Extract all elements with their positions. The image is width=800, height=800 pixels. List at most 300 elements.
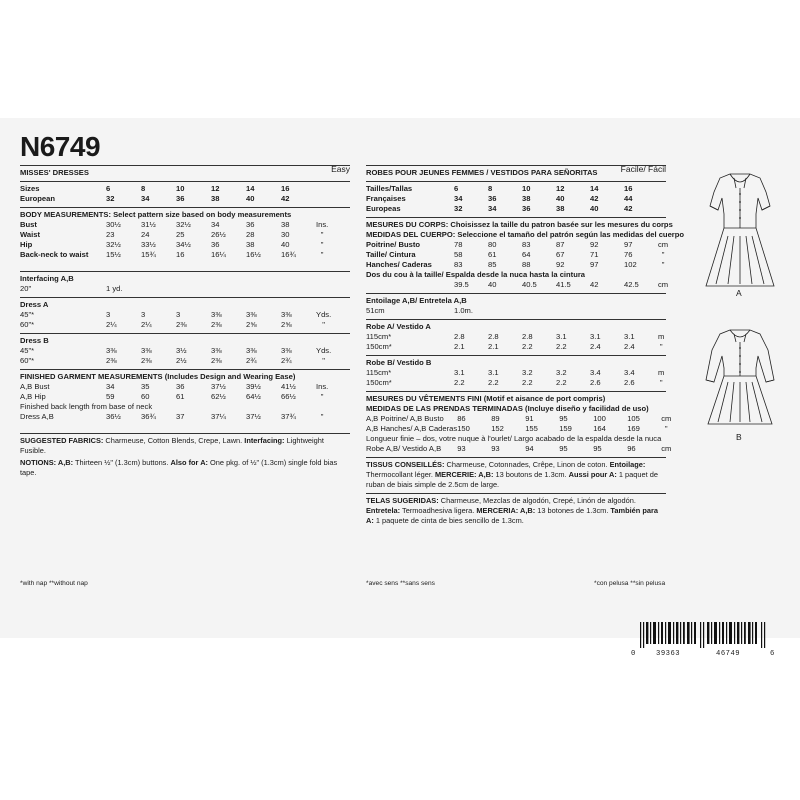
cell: 2.2 [454, 378, 465, 387]
cell: 24 [141, 230, 150, 239]
cell: 16¾ [281, 250, 296, 259]
unit: " [659, 342, 663, 351]
table-row [20, 382, 328, 392]
europeas-label: Europeas [366, 204, 401, 213]
row-label: 60"* [20, 356, 35, 365]
cell: 2⅜ [141, 356, 152, 365]
size-cell: 34 [454, 194, 463, 203]
cell: 2¼ [141, 320, 152, 329]
cell: 33½ [141, 240, 156, 249]
row-label: 45"* [20, 346, 35, 355]
size-cell: 14 [246, 184, 255, 193]
cell: 66½ [281, 392, 296, 401]
cell: 95 [559, 414, 568, 423]
barcode-right-digits: 46749 [716, 650, 741, 658]
sizes-label: Sizes [20, 184, 40, 193]
cell: 40.5 [522, 280, 537, 289]
cell: 23 [106, 230, 115, 239]
cell: 34½ [176, 240, 191, 249]
cell: 34 [106, 382, 115, 391]
cell: 36 [211, 240, 220, 249]
entretela-label: Entretela: [366, 506, 401, 515]
table-row [366, 368, 664, 378]
unit: " [320, 412, 324, 421]
cell: 2⅝ [281, 320, 292, 329]
size-cell: 40 [590, 204, 599, 213]
size-cell: 42 [624, 204, 633, 213]
row-label: A,B Poitrine/ A,B Busto [366, 414, 444, 423]
cell: 37¼ [211, 412, 226, 421]
finished-measurements-table [20, 382, 328, 422]
dress-b-title: Dress B [20, 336, 49, 345]
size-cell: 38 [556, 204, 565, 213]
row-label: Waist [20, 230, 40, 239]
cell: 3.4 [590, 368, 601, 377]
row-label: Taille/ Cintura [366, 250, 416, 259]
cell: 83 [522, 240, 531, 249]
interfacing-table [20, 284, 122, 294]
cell: 155 [525, 424, 538, 433]
unit: Yds. [316, 346, 332, 355]
row-label: 51cm [366, 306, 385, 315]
suggested-fabrics [20, 436, 350, 456]
unit: " [661, 250, 665, 259]
cell: 2¼ [106, 320, 117, 329]
unit: m [658, 332, 665, 341]
size-cell: 32 [454, 204, 463, 213]
robe-b-title: Robe B/ Vestido B [366, 358, 432, 367]
cell: 38 [281, 220, 290, 229]
entoilage-label: Entoilage: [609, 460, 646, 469]
merceria-label: MERCERIA: A,B: [476, 506, 536, 515]
cell: 92 [590, 240, 599, 249]
interfacing-label: Interfacing: [244, 436, 285, 445]
cell: 2½ [176, 356, 187, 365]
cell: 64 [522, 250, 531, 259]
unit: cm [658, 280, 669, 289]
size-cell: 32 [106, 194, 115, 203]
cell: 3⅜ [141, 346, 152, 355]
unit: " [320, 240, 324, 249]
cell: 2¾ [246, 356, 257, 365]
row-label: Hip [20, 240, 33, 249]
cell: 36 [176, 382, 185, 391]
cell: 94 [525, 444, 534, 453]
cell: 3⅜ [106, 346, 117, 355]
row-label: 115cm* [366, 332, 392, 341]
cell: 3⅜ [246, 346, 257, 355]
cell: 34 [211, 220, 220, 229]
size-cell: 12 [211, 184, 220, 193]
cell: 25 [176, 230, 185, 239]
notions-label: NOTIONS: A,B: [20, 458, 74, 467]
finies-title: MESURES DU VÊTEMENTS FINI (Motif et aisance de port compris) [366, 394, 606, 403]
french-spanish-column [366, 118, 706, 526]
cell: 88 [522, 260, 531, 269]
cell: 3⅜ [281, 346, 292, 355]
cell: 3.1 [454, 368, 465, 377]
row-label: Bust [20, 220, 37, 229]
cell: 16 [176, 250, 185, 259]
cell: 37½ [246, 412, 261, 421]
size-cell: 14 [590, 184, 599, 193]
section-title-misses-dresses: MISSES' DRESSES [20, 168, 89, 177]
table-row [20, 320, 331, 330]
table-row [20, 346, 331, 356]
table-row [20, 250, 328, 260]
tissus-conseilles [366, 460, 666, 490]
cell: 30½ [106, 220, 121, 229]
cell: 89 [491, 414, 500, 423]
table-row [366, 332, 664, 342]
section-title-robes: ROBES POUR JEUNES FEMMES / VESTIDOS PARA SEÑORITAS [366, 168, 598, 177]
cell: 3.1 [556, 332, 567, 341]
cell: 15½ [106, 250, 121, 259]
size-cell: 36 [176, 194, 185, 203]
cell: 3 [106, 310, 111, 319]
cell: 71 [590, 250, 599, 259]
tissus-text: Charmeuse, Cotonnades, Crêpe, Linon de coton. [444, 460, 610, 469]
footnote-es: *con pelusa **sin pelusa [594, 580, 666, 587]
cell: 37¾ [281, 412, 296, 421]
cell: 2.6 [590, 378, 601, 387]
entoilage-table [366, 306, 473, 316]
unit: " [320, 392, 324, 401]
row-label: Back-neck to waist [20, 250, 89, 259]
tissus-label: TISSUS CONSEILLÉS: [366, 460, 445, 469]
cell: 3⅜ [281, 310, 292, 319]
cell: 37 [176, 412, 185, 421]
cell: 3.1 [590, 332, 601, 341]
table-row [366, 240, 668, 250]
telas-text: Charmeuse, Mezclas de algodón, Crepé, Linón de algodón. [438, 496, 636, 505]
cell: 3⅜ [211, 346, 222, 355]
size-cell: 36 [488, 194, 497, 203]
unit: Ins. [316, 382, 329, 391]
footnote-fr: *avec sens **sans sens [366, 580, 435, 587]
aussi-label: Aussi pour A: [568, 470, 617, 479]
dress-b-table [20, 346, 331, 366]
cell: 2.8 [488, 332, 499, 341]
table-row [20, 392, 328, 402]
cell: 105 [627, 414, 640, 423]
row-label: A,B Hanches/ A,B Caderas [366, 424, 458, 433]
cell: 3⅜ [246, 310, 257, 319]
entoilage-text: Thermocollant léger. [366, 470, 436, 479]
table-row [20, 412, 328, 422]
size-cell: 38 [211, 194, 220, 203]
body-measurements-table-fr [366, 240, 668, 290]
unit: " [322, 356, 325, 365]
table-row [20, 240, 328, 250]
body-measurements-table [20, 220, 328, 260]
size-cell: 40 [246, 194, 255, 203]
cell: 30 [281, 230, 290, 239]
cell: 42.5 [624, 280, 639, 289]
row-label: Hanches/ Caderas [366, 260, 432, 269]
unit: " [320, 230, 324, 239]
cell: 100 [593, 414, 606, 423]
size-cell: 12 [556, 184, 565, 193]
table-row [366, 378, 664, 388]
cell: 3 [176, 310, 181, 319]
cell: 36¾ [141, 412, 156, 421]
cell: 31½ [141, 220, 156, 229]
size-cell: 42 [281, 194, 290, 203]
cell: 32½ [176, 220, 191, 229]
body-measurements-title: BODY MEASUREMENTS: Select pattern size based on body measurements [20, 210, 292, 219]
cell: 2¾ [281, 356, 292, 365]
cell: 3.2 [522, 368, 533, 377]
also-label: Also for A: [170, 458, 208, 467]
cell: 2.8 [522, 332, 533, 341]
size-cell: 34 [488, 204, 497, 213]
size-cell: 6 [106, 184, 111, 193]
size-table [20, 184, 316, 204]
cell: 3½ [176, 346, 187, 355]
longueur-label: Longueur finie – dos, votre nuque à l'ourlet/ Largo acabado de la espalda desde la nuca [366, 434, 662, 443]
size-cell: 38 [522, 194, 531, 203]
size-cell: 44 [624, 194, 633, 203]
cell: 35 [141, 382, 150, 391]
aussi-text: 1 paquet de ruban de biais simple de 2.5cm de large. [366, 470, 658, 489]
table-row [366, 250, 668, 260]
table-row [20, 230, 328, 240]
unit: cm [661, 444, 672, 453]
dress-a-table [20, 310, 331, 330]
cell: 169 [627, 424, 640, 433]
difficulty-level-fr-es: Facile/ Fácil [620, 164, 666, 174]
european-label: European [20, 194, 56, 203]
finished-back-label: Finished back length from base of neck [20, 402, 153, 411]
notions [20, 458, 350, 478]
cell: 76 [624, 250, 633, 259]
unit: " [322, 320, 325, 329]
cell: 91 [525, 414, 534, 423]
row-label: Robe A,B/ Vestido A,B [366, 444, 442, 453]
cell: 3 [141, 310, 146, 319]
cell: 58 [454, 250, 463, 259]
cell: 2.2 [522, 342, 533, 351]
size-cell: 10 [522, 184, 531, 193]
table-row [20, 220, 328, 230]
cell: 93 [457, 444, 466, 453]
unit: " [661, 260, 665, 269]
cell: 92 [556, 260, 565, 269]
cell: 16¼ [211, 250, 226, 259]
unit: " [320, 250, 324, 259]
medidas-title: MEDIDAS DEL CUERPO: Seleccione el tamaño del patrón según las medidas del cuerpo [366, 230, 685, 239]
francaises-label: Françaises [366, 194, 406, 203]
cell: 3.1 [624, 332, 635, 341]
cell: 97 [624, 240, 633, 249]
cell: 3.2 [556, 368, 567, 377]
size-cell: 6 [454, 184, 459, 193]
cell: 1 yd. [106, 284, 123, 293]
unit: m [658, 368, 665, 377]
cell: 2.2 [488, 378, 499, 387]
size-cell: 8 [488, 184, 493, 193]
cell: 26½ [211, 230, 226, 239]
table-row [366, 414, 671, 424]
unit: " [664, 424, 668, 433]
cell: 2⅜ [211, 320, 222, 329]
english-column [20, 118, 350, 478]
difficulty-level: Easy [331, 164, 350, 174]
cell: 37½ [211, 382, 226, 391]
row-label: 150cm* [366, 378, 392, 387]
also-text: One pkg. of ½" (1.3cm) single fold bias tape. [20, 458, 338, 477]
interfacing-title: Interfacing A,B [20, 274, 74, 283]
cell: 39½ [246, 382, 261, 391]
dos-label: Dos du cou à la taille/ Espalda desde la nuca hasta la cintura [366, 270, 586, 279]
tailles-label: Tailles/Tallas [366, 184, 413, 193]
row-label: 45"* [20, 310, 35, 319]
cell: 16½ [246, 250, 261, 259]
cell: 2.6 [624, 378, 635, 387]
interfacing-text: Lightweight Fusible. [20, 436, 324, 455]
unit: " [659, 378, 663, 387]
cell: 3.4 [624, 368, 635, 377]
row-label: A,B Bust [20, 382, 50, 391]
finished-measurements-title: FINISHED GARMENT MEASUREMENTS (Includes Design and Wearing Ease) [20, 372, 296, 381]
cell: 2.1 [454, 342, 465, 351]
dress-a-flat [700, 166, 780, 296]
row-label: 115cm* [366, 368, 392, 377]
cell: 150 [457, 424, 470, 433]
unit: Ins. [316, 220, 329, 229]
mercerie-text: 13 boutons de 1.3cm. [493, 470, 569, 479]
robe-a-table [366, 332, 664, 352]
cell: 41.5 [556, 280, 571, 289]
cell: 96 [627, 444, 636, 453]
fabrics-label: SUGGESTED FABRICS: [20, 436, 104, 445]
cell: 2.2 [556, 378, 567, 387]
cell: 95 [593, 444, 602, 453]
telas-label: TELAS SUGERIDAS: [366, 496, 439, 505]
cell: 93 [491, 444, 500, 453]
unit: cm [661, 414, 672, 423]
dress-b-flat [700, 324, 780, 430]
size-cell: 42 [590, 194, 599, 203]
size-cell: 16 [281, 184, 290, 193]
size-cell: 8 [141, 184, 146, 193]
table-row [366, 260, 668, 270]
cell: 102 [624, 260, 637, 269]
finished-measurements-table-fr [366, 414, 671, 454]
cell: 159 [559, 424, 572, 433]
pattern-number: N6749 [20, 131, 101, 162]
unit: Yds. [316, 310, 332, 319]
cell: 64½ [246, 392, 261, 401]
barcode-left-digits: 39363 [656, 650, 681, 658]
cell: 87 [556, 240, 565, 249]
cell: 15¾ [141, 250, 156, 259]
tambien-text: 1 paquete de cinta de bies sencillo de 1.3cm. [373, 516, 524, 525]
cell: 2.4 [590, 342, 601, 351]
telas-sugeridas [366, 496, 666, 526]
pattern-envelope-back [0, 118, 800, 658]
row-label: Dress A,B [20, 412, 54, 421]
cell: 2⅜ [106, 356, 117, 365]
row-label: A,B Hip [20, 392, 46, 401]
cell: 86 [457, 414, 466, 423]
cell: 78 [454, 240, 463, 249]
cell: 2⅜ [211, 356, 222, 365]
dress-a-title: Dress A [20, 300, 49, 309]
cell: 2.2 [556, 342, 567, 351]
cell: 62½ [211, 392, 226, 401]
dress-a-label: A [736, 288, 742, 298]
cell: 97 [590, 260, 599, 269]
row-label: 150cm* [366, 342, 392, 351]
cell: 41½ [281, 382, 296, 391]
cell: 39.5 [454, 280, 469, 289]
cell: 1.0m. [454, 306, 473, 315]
cell: 80 [488, 240, 497, 249]
cell: 40 [488, 280, 497, 289]
cell: 32½ [106, 240, 121, 249]
cell: 152 [491, 424, 504, 433]
size-table-fr [366, 184, 658, 214]
row-label: 60"* [20, 320, 35, 329]
cell: 2.1 [488, 342, 499, 351]
cell: 85 [488, 260, 497, 269]
cell: 61 [176, 392, 185, 401]
cell: 3.1 [488, 368, 499, 377]
cell: 60 [141, 392, 150, 401]
barcode-image [640, 622, 766, 648]
table-row [20, 356, 331, 366]
cell: 36 [246, 220, 255, 229]
size-cell: 40 [556, 194, 565, 203]
cell: 28 [246, 230, 255, 239]
cell: 2.4 [624, 342, 635, 351]
row-label: Poitrine/ Busto [366, 240, 421, 249]
size-cell: 34 [141, 194, 150, 203]
prendas-title: MEDIDAS DE LAS PRENDAS TERMINADAS (Incluye diseño y facilidad de uso) [366, 404, 649, 413]
fabrics-text: Charmeuse, Cotton Blends, Crepe, Lawn. [103, 436, 245, 445]
cell: 36½ [106, 412, 121, 421]
table-row [20, 310, 331, 320]
cell: 83 [454, 260, 463, 269]
cell: 164 [593, 424, 606, 433]
tambien-label: También para A: [366, 506, 658, 525]
robe-b-table [366, 368, 664, 388]
mesures-title: MESURES DU CORPS: Choisissez la taille du patron basée sur les mesures du corps [366, 220, 673, 229]
cell: 2⅜ [176, 320, 187, 329]
unit: cm [658, 240, 669, 249]
cell: 3⅜ [211, 310, 222, 319]
notions-text: Thirteen ½" (1.3cm) buttons. [73, 458, 171, 467]
cell: 2.2 [522, 378, 533, 387]
table-row [366, 444, 671, 454]
cell: 42 [590, 280, 599, 289]
table-row [366, 424, 671, 434]
mercerie-label: MERCERIE: A,B: [435, 470, 494, 479]
cell: 40 [281, 240, 290, 249]
entoilage-title: Entoilage A,B/ Entretela A,B [366, 296, 467, 305]
size-cell: 36 [522, 204, 531, 213]
merceria-text: 13 botones de 1.3cm. [535, 506, 611, 515]
cell: 2.8 [454, 332, 465, 341]
cell: 61 [488, 250, 497, 259]
cell: 67 [556, 250, 565, 259]
row-label: 20" [20, 284, 32, 293]
table-row [366, 342, 664, 352]
barcode-prefix: 0 [631, 650, 636, 658]
cell: 38 [246, 240, 255, 249]
